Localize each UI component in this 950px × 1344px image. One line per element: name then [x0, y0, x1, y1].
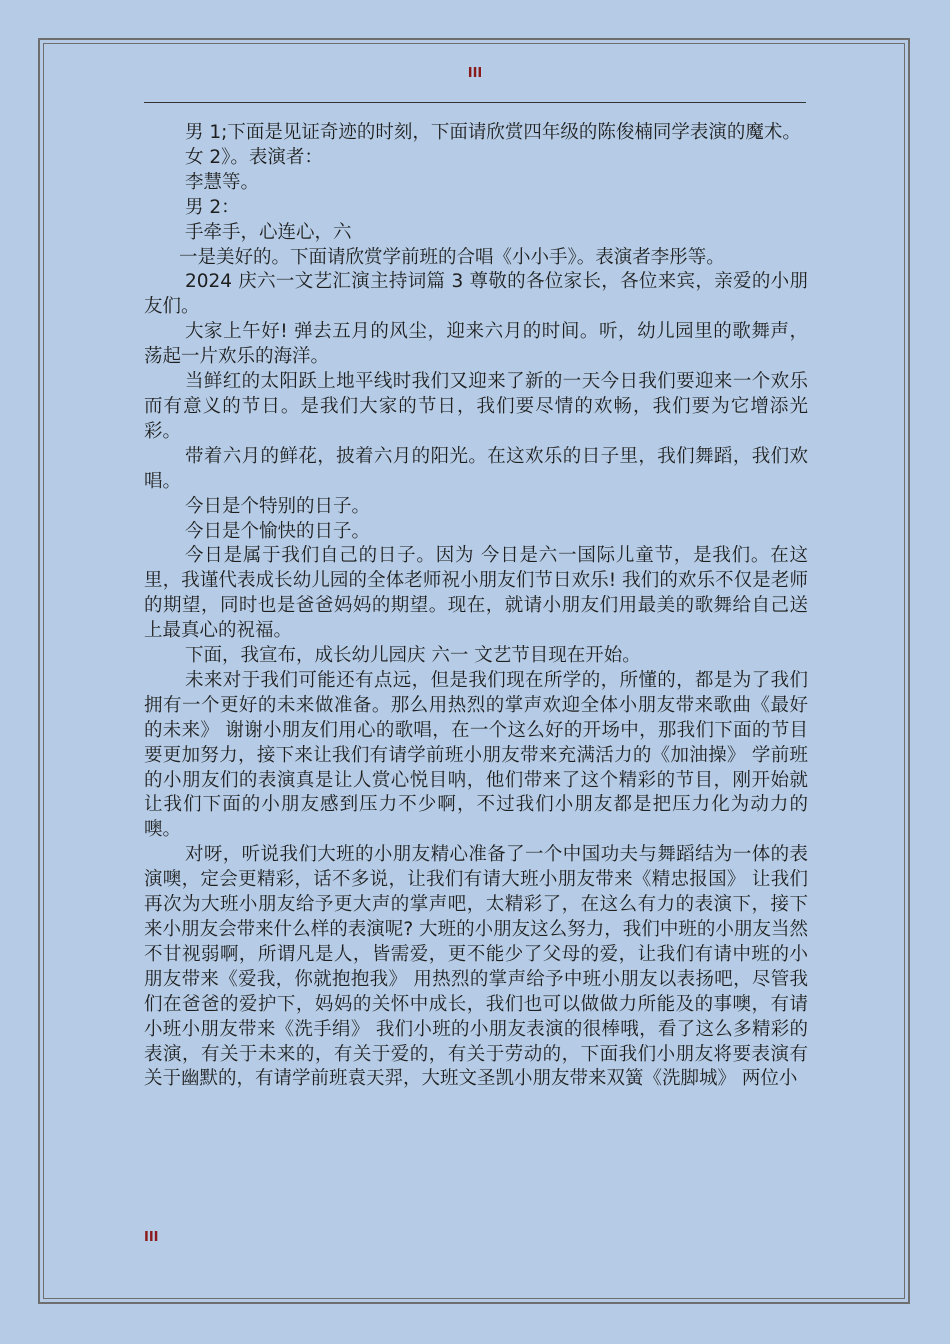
paragraph: 当鲜红的太阳跃上地平线时我们又迎来了新的一天今日我们要迎来一个欢乐而有意义的节日。是我们大家的节日，我们要尽情的欢畅，我们要为它增添光彩。	[144, 371, 808, 442]
paragraph: 一是美好的。下面请欣赏学前班的合唱《小小手》。表演者李彤等。	[179, 246, 725, 268]
paragraph: 男 2：	[185, 196, 240, 218]
footer-mark: III	[144, 1230, 159, 1245]
header-rule	[144, 102, 806, 103]
paragraph: 男 1;下面是见证奇迹的时刻，下面请欣赏四年级的陈俊楠同学表演的魔术。	[185, 122, 801, 143]
document-body	[144, 121, 808, 1092]
paragraph: 今日是个愉快的日子。	[185, 520, 371, 542]
paragraph: 下面，我宣布，成长幼儿园庆 六一 文艺节目现在开始。	[185, 645, 641, 667]
paragraph: 今日是个特别的日子。	[185, 495, 371, 517]
paragraph: 手牵手，心连心，六	[185, 221, 352, 243]
paragraph: 2024 庆六一文艺汇演主持词篇 3 尊敬的各位家长，各位来宾，亲爱的小朋友们。	[144, 271, 808, 318]
header-mark: III	[467, 66, 483, 81]
paragraph: 带着六月的鲜花，披着六月的阳光。在这欢乐的日子里，我们舞蹈，我们欢唱。	[144, 445, 808, 492]
paragraph: 李慧等。	[185, 171, 260, 193]
paragraph: 女 2》。表演者：	[185, 146, 323, 168]
paragraph: 大家上午好! 弹去五月的风尘，迎来六月的时间。听，幼儿园里的歌舞声，荡起一片欢乐的海洋。	[144, 321, 808, 368]
paragraph: 今日是属于我们自己的日子。因为 今日是六一国际儿童节，是我们。在这里，我谨代表成长幼儿园的全体老师祝小朋友们节日欢乐! 我们的欢乐不仅是老师的期望，同时也是爸爸妈妈的期望。现在，就请小朋友们用最美的歌舞给自己送上最真心的祝福。	[144, 545, 808, 642]
paragraph: 未来对于我们可能还有点远，但是我们现在所学的，所懂的，都是为了我们拥有一个更好的未来做准备。那么用热烈的掌声欢迎全体小朋友带来歌曲《最好的未来》 谢谢小朋友们用心的歌唱，在一个这么好的开场中，那我们下面的节目要更加努力，接下来让我们有请学前班小朋友带来充满活力的《加油操》 学前班的小朋友们的表演真是让人赏心悦目呐，他们带来了这个精彩的节目，刚开始就让我们下面的小朋友感到压力不少啊，不过我们小朋友都是把压力化为动力的噢。	[144, 669, 808, 841]
paragraph: 对呀，听说我们大班的小朋友精心准备了一个中国功夫与舞蹈结为一体的表演噢，定会更精彩，话不多说，让我们有请大班小朋友带来《精忠报国》 让我们再次为大班小朋友给予更大声的掌声吧，太精彩了，在这么有力的表演下，接下来小朋友会带来什么样的表演呢? 大班的小朋友这么努力，我们中班的小朋友当然不甘视弱啊，所谓凡是人，皆需爱，更不能少了父母的爱，让我们有请中班的小朋友带来《爱我，你就抱抱我》 用热烈的掌声给予中班小朋友以表扬吧，尽管我们在爸爸的爱护下，妈妈的关怀中成长，我们也可以做做力所能及的事噢，有请小班小朋友带来《洗手绢》 我们小班的小朋友表演的很棒哦，看了这么多精彩的表演，有关于未来的，有关于爱的，有关于劳动的，下面我们小朋友将要表演有关于幽默的，有请学前班袁天羿，大班文圣凯小朋友带来双簧《洗脚城》 两位小	[144, 844, 808, 1090]
